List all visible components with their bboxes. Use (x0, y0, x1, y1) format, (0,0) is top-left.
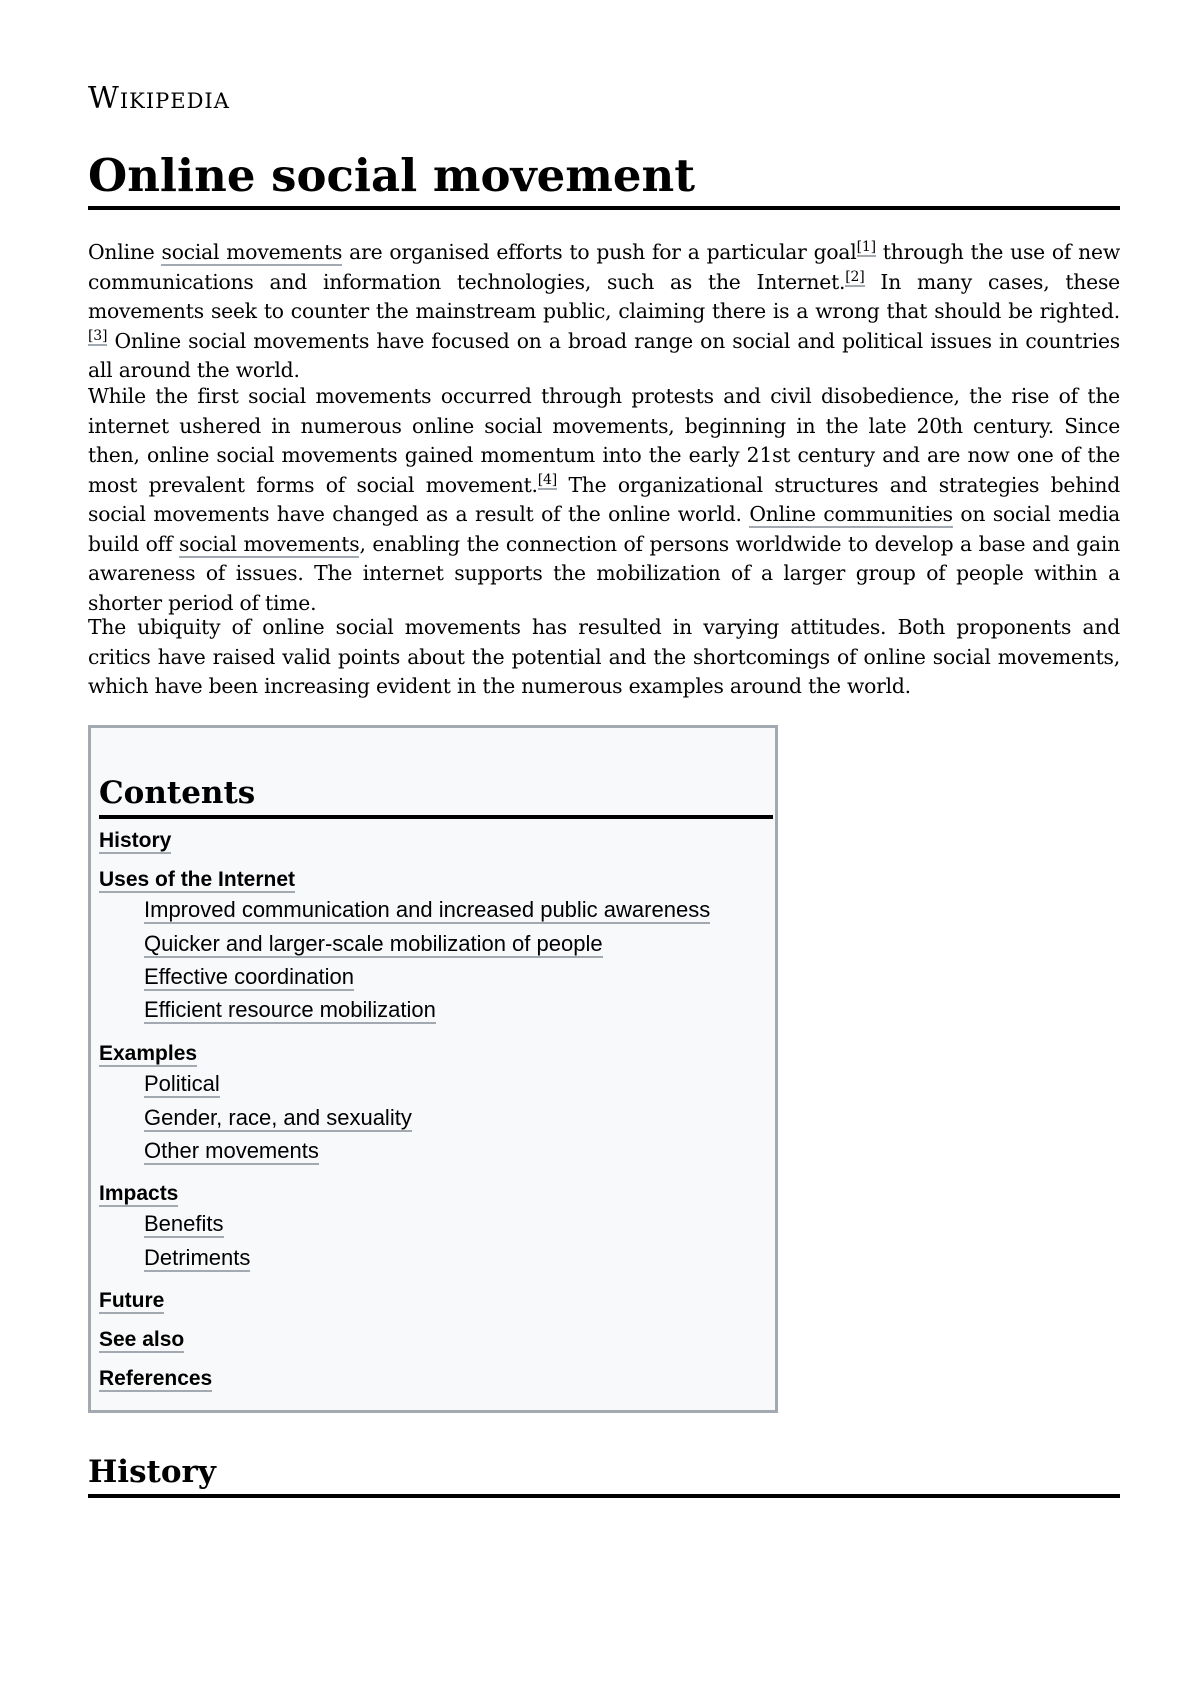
toc-item-benefits[interactable]: Benefits (144, 1211, 224, 1236)
toc-item-references[interactable]: References (99, 1367, 213, 1390)
wikipedia-wordmark[interactable]: Wikipedia (88, 81, 230, 116)
toc-item-examples[interactable]: Examples (99, 1042, 198, 1065)
citation-2[interactable]: [2] (845, 268, 865, 285)
toc-item-political[interactable]: Political (144, 1071, 220, 1096)
link-online-communities[interactable]: Online communities (749, 502, 953, 526)
toc-title: Contents (99, 773, 773, 819)
toc-item-future[interactable]: Future (99, 1289, 165, 1312)
toc-item-impacts[interactable]: Impacts (99, 1182, 179, 1205)
toc-item-other-movements[interactable]: Other movements (144, 1138, 319, 1163)
section-heading-history: History (88, 1452, 1120, 1498)
toc-item-uses-of-the-internet[interactable]: Uses of the Internet (99, 868, 296, 891)
toc-item-detriments[interactable]: Detriments (144, 1245, 251, 1270)
table-of-contents (88, 725, 778, 1413)
page-title: Online social movement (88, 148, 1120, 210)
citation-1[interactable]: [1] (856, 239, 876, 256)
toc-item-improved-communication[interactable]: Improved communication and increased public awareness (144, 897, 711, 922)
toc-item-gender-race-sexuality[interactable]: Gender, race, and sexuality (144, 1105, 412, 1130)
citation-4[interactable]: [4] (537, 471, 558, 488)
toc-item-effective-coordination[interactable]: Effective coordination (144, 964, 354, 989)
toc-item-see-also[interactable]: See also (99, 1328, 185, 1351)
toc-item-efficient-resource-mobilization[interactable]: Efficient resource mobilization (144, 997, 436, 1022)
intro-paragraph-2: While the first social movements occurred through protests and civil disobedience, the rise of the internet ushered in numerous online social movements, beginning in the late 20th century. Since then, online social movements gained momentum into the early 21st century and are now one of the most prevalent forms of social movement.[4] The organizational structures and strategies behind social movements have changed as a result of the online world. Online communities on social media build off social movements, enabling the connection of persons worldwide to develop a base and gain awareness of issues. The internet supports the mobilization of a larger group of people within a shorter period of time. (88, 384, 1121, 615)
toc-item-quicker-mobilization[interactable]: Quicker and larger-scale mobilization of people (144, 931, 603, 956)
toc-item-history[interactable]: History (99, 829, 172, 852)
intro-paragraph-3: The ubiquity of online social movements has resulted in varying attitudes. Both proponents and critics have raised valid points about the potential and the shortcomings of online social movements, which have been increasing evident in the numerous examples around the world. (88, 615, 1120, 698)
intro-paragraph-1: Online social movements are organised efforts to push for a particular goal[1] through the use of new communications and information technologies, such as the Internet.[2] In many cases, these movements seek to counter the mainstream public, claiming there is a wrong that should be righted.[3] Online social movements have focused on a broad range on social and political issues in countries all around the world. (88, 239, 1121, 382)
link-social-movements[interactable]: social movements (161, 240, 343, 264)
link-social-movements-2[interactable]: social movements (178, 531, 360, 556)
citation-3[interactable]: [3] (88, 327, 108, 344)
